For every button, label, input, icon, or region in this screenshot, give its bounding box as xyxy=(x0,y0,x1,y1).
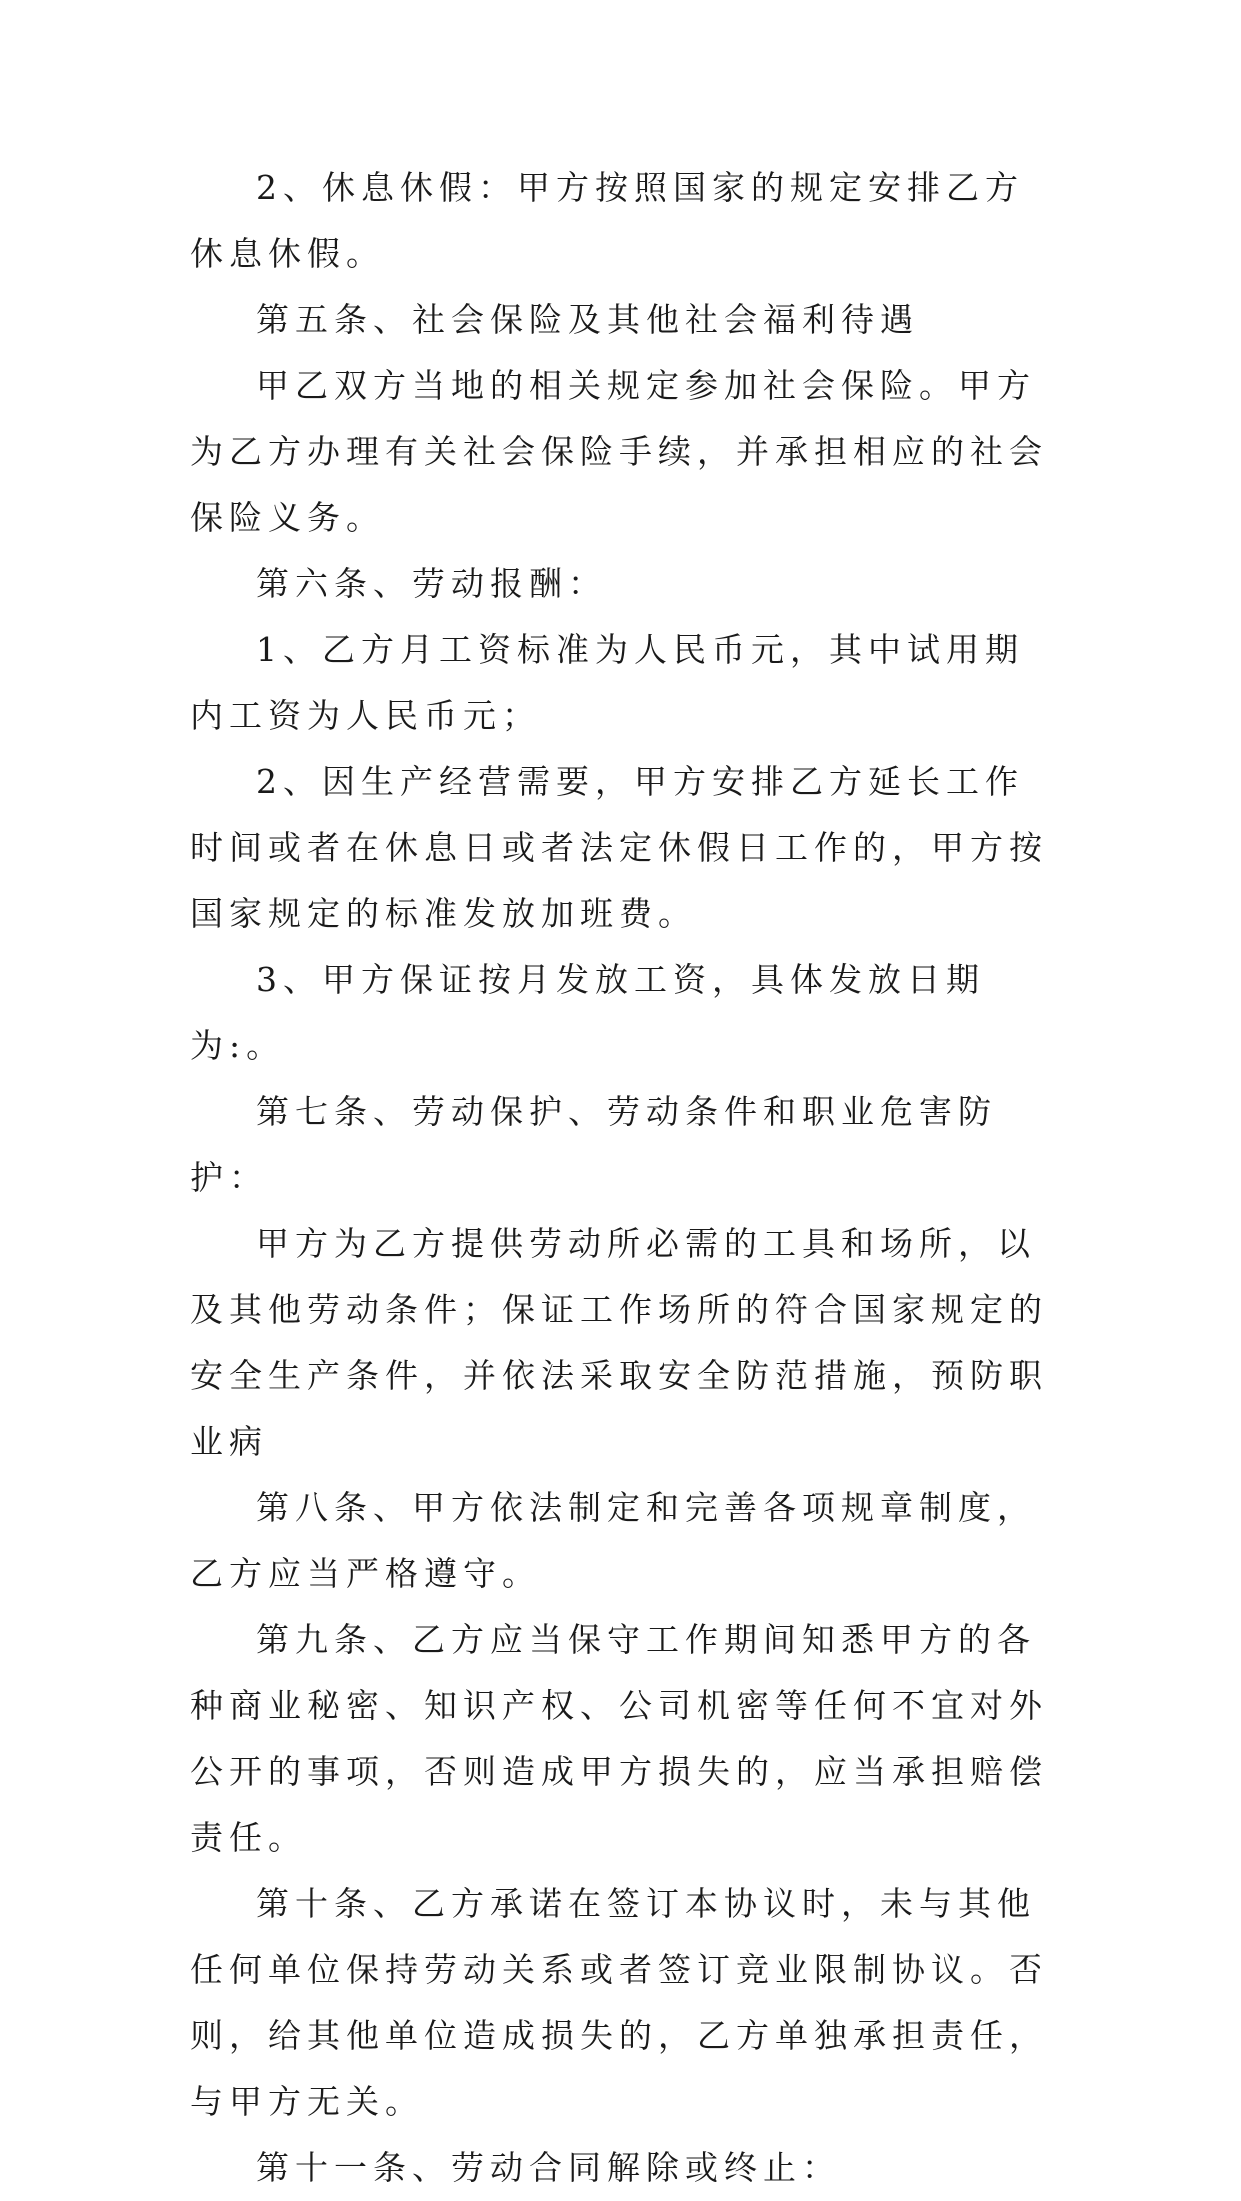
paragraph-work-conditions: 甲方为乙方提供劳动所必需的工具和场所，以及其他劳动条件；保证工作场所的符合国家规定的安全生产条件，并依法采取安全防范措施，预防职业病 xyxy=(190,1224,1048,1461)
paragraph-article-9: 第九条、乙方应当保守工作期间知悉甲方的各种商业秘密、知识产权、公司机密等任何不宜对外公开的事项，否则造成甲方损失的，应当承担赔偿责任。 xyxy=(190,1620,1048,1857)
paragraph-monthly-salary: 1、乙方月工资标准为人民币元，其中试用期内工资为人民币元； xyxy=(190,630,1024,735)
paragraph-article-8: 第八条、甲方依法制定和完善各项规章制度，乙方应当严格遵守。 xyxy=(190,1488,1036,1593)
heading-article-11: 第十一条、劳动合同解除或终止： xyxy=(256,2148,841,2187)
heading-article-6: 第六条、劳动报酬： xyxy=(256,564,607,603)
paragraph-rest-leave: 2、休息休假：甲方按照国家的规定安排乙方休息休假。 xyxy=(190,168,1024,273)
paragraph-social-insurance: 甲乙双方当地的相关规定参加社会保险。甲方为乙方办理有关社会保险手续，并承担相应的社会保险义务。 xyxy=(190,366,1048,537)
heading-article-7: 第七条、劳动保护、劳动条件和职业危害防护： xyxy=(190,1092,997,1197)
heading-article-5: 第五条、社会保险及其他社会福利待遇 xyxy=(256,300,919,339)
document-body xyxy=(190,155,1050,2201)
paragraph-article-10: 第十条、乙方承诺在签订本协议时，未与其他任何单位保持劳动关系或者签订竞业限制协议。否则，给其他单位造成损失的，乙方单独承担责任，与甲方无关。 xyxy=(190,1884,1048,2121)
paragraph-pay-date: 3、甲方保证按月发放工资，具体发放日期为:。 xyxy=(190,960,985,1065)
paragraph-overtime: 2、因生产经营需要，甲方安排乙方延长工作时间或者在休息日或者法定休假日工作的，甲方按国家规定的标准发放加班费。 xyxy=(190,762,1048,933)
